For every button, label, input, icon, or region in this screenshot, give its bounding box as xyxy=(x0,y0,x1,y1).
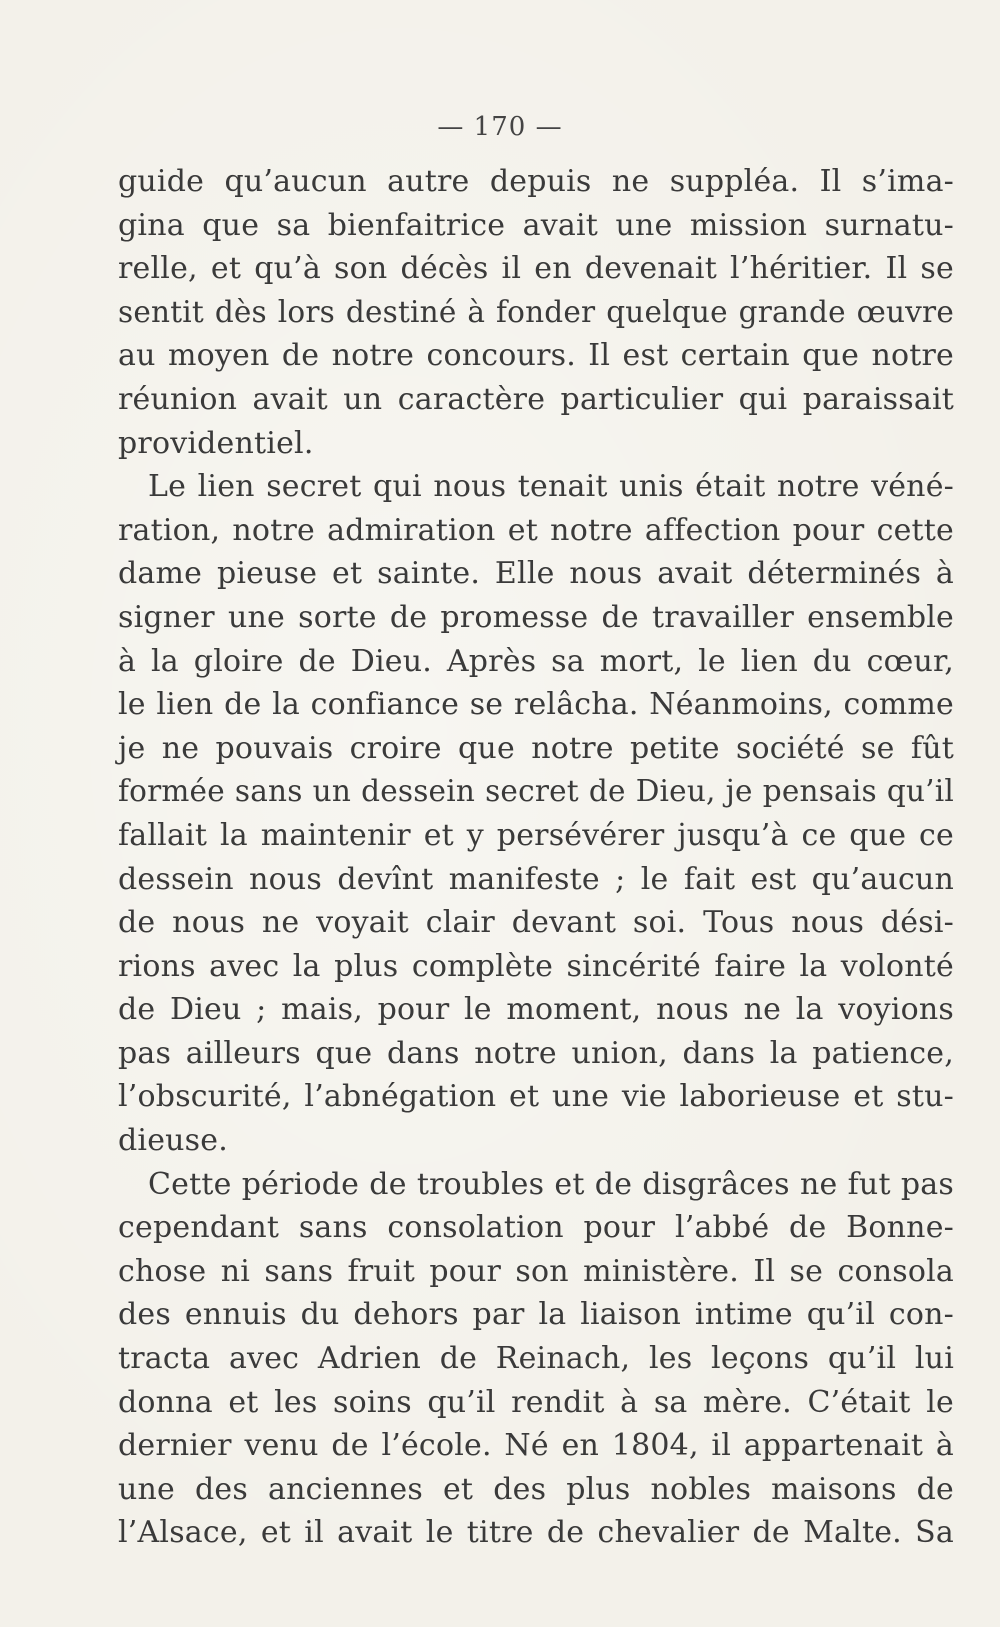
text-line: au moyen de notre concours. Il est certain que notre xyxy=(118,338,954,374)
paragraph-3 xyxy=(118,1163,954,1555)
text-line: dieuse. xyxy=(118,1123,228,1159)
text-line: relle, et qu’à son décès il en devenait l’héritier. Il se xyxy=(118,251,954,287)
text-line: l’Alsace, et il avait le titre de chevalier de Malte. Sa xyxy=(118,1515,954,1551)
text-line: de nous ne voyait clair devant soi. Tous nous dési- xyxy=(118,905,954,941)
text-line: dernier venu de l’école. Né en 1804, il appartenait à xyxy=(118,1428,954,1464)
page-number: — 170 — xyxy=(437,112,563,142)
text-line: Le lien secret qui nous tenait unis était notre véné- xyxy=(148,469,954,505)
text-line: je ne pouvais croire que notre petite société se fût xyxy=(118,730,954,766)
text-line: de Dieu ; mais, pour le moment, nous ne la voyions xyxy=(118,992,954,1028)
text-line: formée sans un dessein secret de Dieu, je pensais qu’il xyxy=(118,774,954,809)
text-line: Cette période de troubles et de disgrâces ne fut pas xyxy=(148,1166,954,1202)
text-line: pas ailleurs que dans notre union, dans la patience, xyxy=(118,1035,954,1071)
text-line: à la gloire de Dieu. Après sa mort, le lien du cœur, xyxy=(118,643,954,679)
text-line: dessein nous devînt manifeste ; le fait est qu’aucun xyxy=(118,861,954,897)
text-line: une des anciennes et des plus nobles maisons de xyxy=(118,1471,954,1507)
text-line: signer une sorte de promesse de travailler ensemble xyxy=(118,599,954,635)
text-line: des ennuis du dehors par la liaison intime qu’il con- xyxy=(118,1297,954,1333)
paragraph-1 xyxy=(118,160,954,465)
body-text xyxy=(118,160,954,1555)
text-line: réunion avait un caractère particulier qui paraissait xyxy=(118,381,954,417)
text-line: fallait la maintenir et y persévérer jusqu’à ce que ce xyxy=(118,817,954,853)
text-line: guide qu’aucun autre depuis ne suppléa. Il s’ima- xyxy=(118,164,954,199)
text-line: donna et les soins qu’il rendit à sa mère. C’était le xyxy=(118,1384,954,1420)
text-line: tracta avec Adrien de Reinach, les leçons qu’il lui xyxy=(118,1341,954,1377)
text-line: le lien de la confiance se relâcha. Néanmoins, comme xyxy=(118,687,954,723)
text-line: dame pieuse et sainte. Elle nous avait déterminés à xyxy=(118,556,954,592)
text-line: providentiel. xyxy=(118,425,314,461)
paragraph-2 xyxy=(118,465,954,1163)
text-line: gina que sa bienfaitrice avait une mission surnatu- xyxy=(118,207,954,243)
text-line: sentit dès lors destiné à fonder quelque grande œuvre xyxy=(118,294,954,329)
text-line: rions avec la plus complète sincérité faire la volonté xyxy=(118,948,954,984)
text-line: chose ni sans fruit pour son ministère. Il se consola xyxy=(118,1253,954,1289)
text-line: ration, notre admiration et notre affection pour cette xyxy=(118,512,954,548)
text-line: cependant sans consolation pour l’abbé de Bonne- xyxy=(118,1210,954,1246)
text-line: l’obscurité, l’abnégation et une vie laborieuse et stu- xyxy=(118,1079,954,1115)
